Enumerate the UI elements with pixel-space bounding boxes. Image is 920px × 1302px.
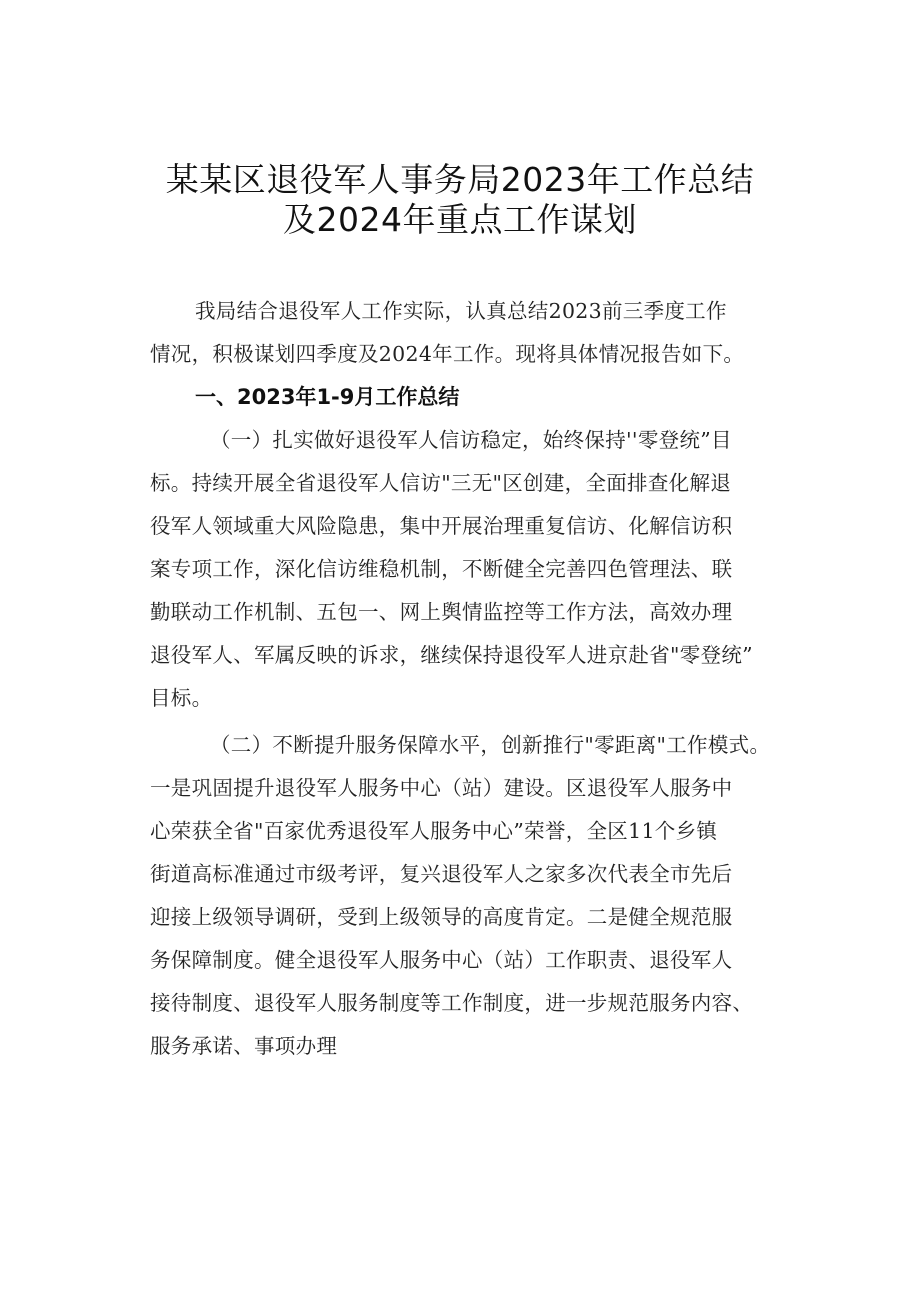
document-title-line-1: 某某区退役军人事务局2023年工作总结 [165,160,755,199]
paragraph-line: 勤联动工作机制、五包一、网上舆情监控等工作方法，高效办理 [150,600,733,624]
document-title-line-2: 及2024年重点工作谋划 [283,200,637,239]
paragraph-line: 案专项工作，深化信访维稳机制，不断健全完善四色管理法、联 [150,557,733,581]
paragraph-line: 服务承诺、事项办理 [150,1034,338,1058]
paragraph-line: （一）扎实做好退役军人信访稳定，始终保持''零登统”目 [210,428,732,452]
paragraph-line: 退役军人、军属反映的诉求，继续保持退役军人进京赴省"零登统” [150,643,753,667]
intro-line: 我局结合退役军人工作实际，认真总结2023前三季度工作 [195,299,727,323]
paragraph-line: 役军人领域重大风险隐患，集中开展治理重复信访、化解信访积 [150,514,733,538]
paragraph-line: 街道高标准通过市级考评，复兴退役军人之家多次代表全市先后 [150,862,733,886]
paragraph-line: 标。持续开展全省退役军人信访"三无"区创建，全面排查化解退 [150,471,732,495]
paragraph-line: 迎接上级领导调研，受到上级领导的高度肯定。二是健全规范服 [150,905,733,929]
paragraph-line: 一是巩固提升退役军人服务中心（站）建设。区退役军人服务中 [150,776,733,800]
paragraph-line: 目标。 [150,686,213,710]
section-heading: 一、2023年1-9月工作总结 [195,385,460,409]
paragraph-line: （二）不断提升服务保障水平，创新推行"零距离"工作模式。 [210,733,771,757]
paragraph-line: 接待制度、退役军人服务制度等工作制度，进一步规范服务内容、 [150,991,754,1015]
paragraph-line: 心荣获全省"百家优秀退役军人服务中心”荣誉，全区11个乡镇 [150,819,718,843]
intro-line: 情况，积极谋划四季度及2024年工作。现将具体情况报告如下。 [150,342,745,366]
paragraph-line: 务保障制度。健全退役军人服务中心（站）工作职责、退役军人 [150,948,733,972]
